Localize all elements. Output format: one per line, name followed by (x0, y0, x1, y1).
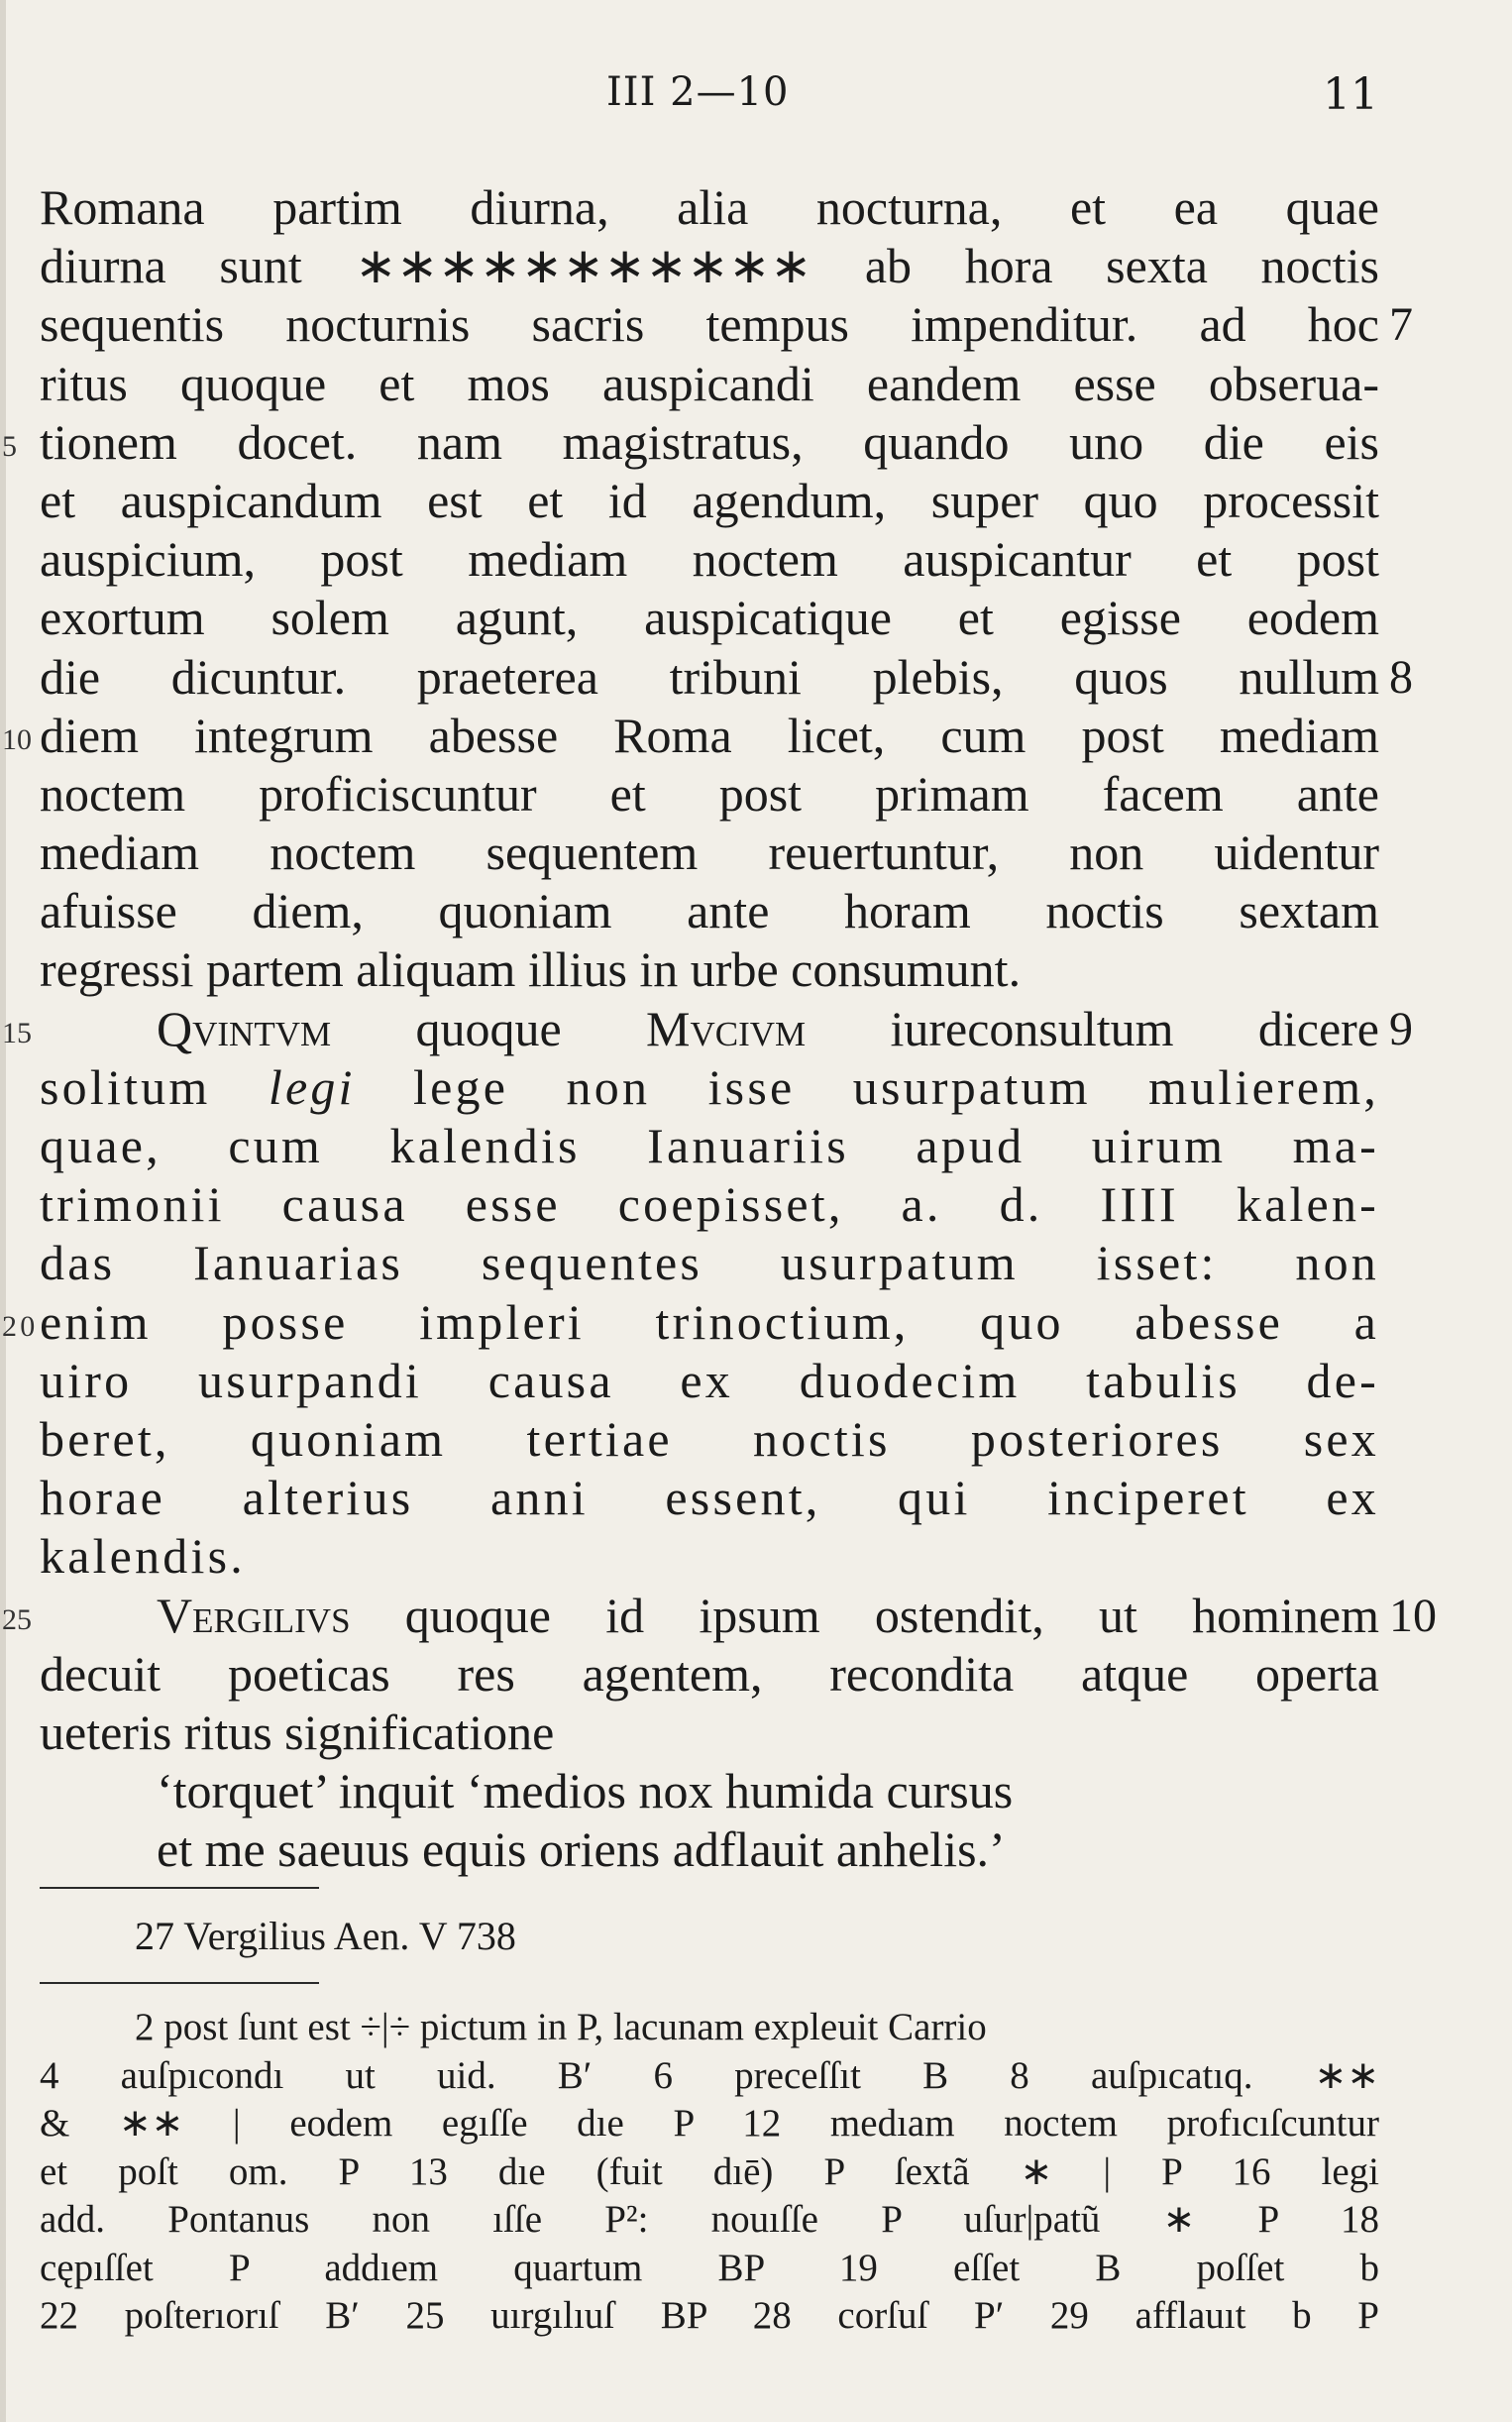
apparatus-line: add. Pontanus non ıſſe P²: nouıſſe P uſur|patũ ∗ P 18 (40, 2198, 1379, 2241)
line-number: 20 (2, 1309, 39, 1343)
line-number: 15 (2, 1016, 32, 1049)
line-text: ueteris ritus significatione (40, 1704, 555, 1760)
text-line (40, 472, 1379, 530)
paragraph-2 (2, 1117, 1379, 1587)
apparatus-line: 22 poſterıorıſ B′ 25 uırgılıuſ BP 28 corſuſ P′ 29 afflauıt b P (40, 2294, 1379, 2337)
line-text: et me saeuus equis oriens adflauit anhelis.’ (157, 1821, 1006, 1878)
text-line (40, 648, 1413, 707)
line-text: diurna sunt ∗∗∗∗∗∗∗∗∗∗∗ ab hora sexta noctis (40, 238, 1379, 294)
text-line (40, 237, 1379, 295)
apparatus-line: et poſt om. P 13 dıe (fuit dıē) P ſextã ∗ | P 16 legi (40, 2149, 1379, 2193)
text-line (40, 1175, 1379, 1234)
line-text: et auspicandum est et id agendum, super quo processit (40, 472, 1379, 528)
line-text: die dicuntur. praeterea tribuni plebis, quos nullum (40, 648, 1379, 705)
source-note: 27 Vergilius Aen. V 738 (135, 1914, 516, 1958)
text-line (40, 940, 1379, 999)
text-line (40, 1410, 1379, 1469)
text-line (40, 1117, 1379, 1175)
line-text: beret, quoniam tertiae noctis posteriores sex (40, 1410, 1379, 1467)
paragraph-1 (2, 178, 1413, 1000)
text-line (40, 1352, 1379, 1410)
main-text (2, 178, 1437, 1879)
text-line: 25 Vergilivs quoque id ipsum ostendit, ut hominem 10 (40, 1587, 1379, 1645)
line-number: 10 (2, 722, 32, 756)
section-number: 10 (1389, 1589, 1437, 1642)
text-line (2, 1293, 1379, 1352)
page-number: 11 (1323, 69, 1378, 120)
italic-word: legi (268, 1058, 356, 1115)
text-line (40, 295, 1413, 354)
line-text: Romana partim diurna, alia nocturna, et ea quae (40, 179, 1379, 235)
section-number: 9 (1389, 1002, 1413, 1055)
person-name: Mvcivm (645, 1000, 807, 1056)
text-line (40, 178, 1379, 237)
line-text: kalendis. (40, 1528, 246, 1585)
person-name: Qvintvm (157, 1000, 332, 1056)
line-text: noctem proficiscuntur et post primam facem ante (40, 765, 1379, 822)
line-text: horae alterius anni essent, qui inciperet ex (40, 1470, 1379, 1526)
paragraph-3 (40, 1645, 1379, 1880)
text-line (40, 1704, 1379, 1762)
person-name: Vergilivs (157, 1587, 351, 1643)
verse-line (40, 1820, 1379, 1879)
divider-rule (40, 1887, 319, 1889)
line-number: 5 (2, 429, 17, 463)
line-text: regressi partem aliquam illius in urbe consumunt. (40, 941, 1022, 998)
line-text: diem integrum abesse Roma licet, cum post mediam (40, 707, 1379, 763)
apparatus-line: & ∗∗ | eodem egıſſe dıe P 12 medıam noctem profıcıſcuntur (40, 2102, 1379, 2145)
verse-line (40, 1762, 1379, 1820)
line-text: ‘torquet’ inquit ‘medios nox humida cursus (157, 1763, 1014, 1819)
line-text: quae, cum kalendis Ianuariis apud uirum ma- (40, 1118, 1379, 1173)
text-line (40, 824, 1379, 882)
line-text: exortum solem agunt, auspicatique et egisse eodem (40, 590, 1379, 646)
text-line (2, 707, 1379, 765)
line-text: tionem docet. nam magistratus, quando uno die eis (40, 413, 1379, 470)
text-line (40, 1527, 1379, 1586)
line-text: trimonii causa esse coepisset, a. d. IIII kalen- (40, 1176, 1379, 1233)
running-head (0, 69, 1512, 129)
text-line (2, 413, 1379, 472)
line-text: decuit poeticas res agentem, recondita atque operta (40, 1645, 1379, 1702)
line-text: mediam noctem sequentem reuertuntur, non uidentur (40, 825, 1379, 881)
divider-rule (40, 1982, 319, 1984)
line-text: sequentis nocturnis sacris tempus impenditur. ad hoc (40, 296, 1379, 353)
section-reference: III 2—10 (606, 69, 790, 115)
line-text: das Ianuarias sequentes usurpatum isset: non (40, 1235, 1379, 1291)
text-line (40, 1645, 1379, 1704)
line-text: uiro usurpandi causa ex duodecim tabulis de- (40, 1352, 1379, 1408)
text-line (40, 355, 1379, 413)
line-text: afuisse diem, quoniam ante horam noctis sextam (40, 883, 1379, 939)
line-number: 25 (2, 1602, 32, 1636)
critical-apparatus (40, 2004, 1379, 2341)
line-text: ritus quoque et mos auspicandi eandem esse obserua- (40, 355, 1379, 411)
text-line (40, 1234, 1379, 1292)
line-text: enim posse impleri trinoctium, quo abesse a (40, 1293, 1379, 1350)
apparatus-line: cępıſſet P addıem quartum BP 19 eſſet B poſſet b (40, 2246, 1379, 2289)
text-line (40, 530, 1379, 589)
text-line (40, 589, 1379, 647)
section-number: 7 (1389, 298, 1413, 352)
text-line (40, 1469, 1379, 1527)
apparatus-line: 4 auſpıcondı ut uid. B′ 6 preceſſıt B 8 auſpıcatıq. ∗∗ (40, 2053, 1379, 2097)
page-edge (0, 0, 6, 2422)
text-line: 15 Qvintvm quoque Mvcivm iureconsultum dicere 9 (40, 1000, 1379, 1058)
line-text: auspicium, post mediam noctem auspicantur et post (40, 531, 1379, 588)
apparatus-line: 2 post ſunt est ÷|÷ pictum in P, lacunam expleuit Carrio (135, 2006, 987, 2048)
text-line: solitum legi lege non isse usurpatum mulierem, (40, 1058, 1380, 1115)
section-number: 8 (1389, 650, 1413, 704)
text-line (40, 765, 1379, 824)
text-line (40, 882, 1379, 940)
